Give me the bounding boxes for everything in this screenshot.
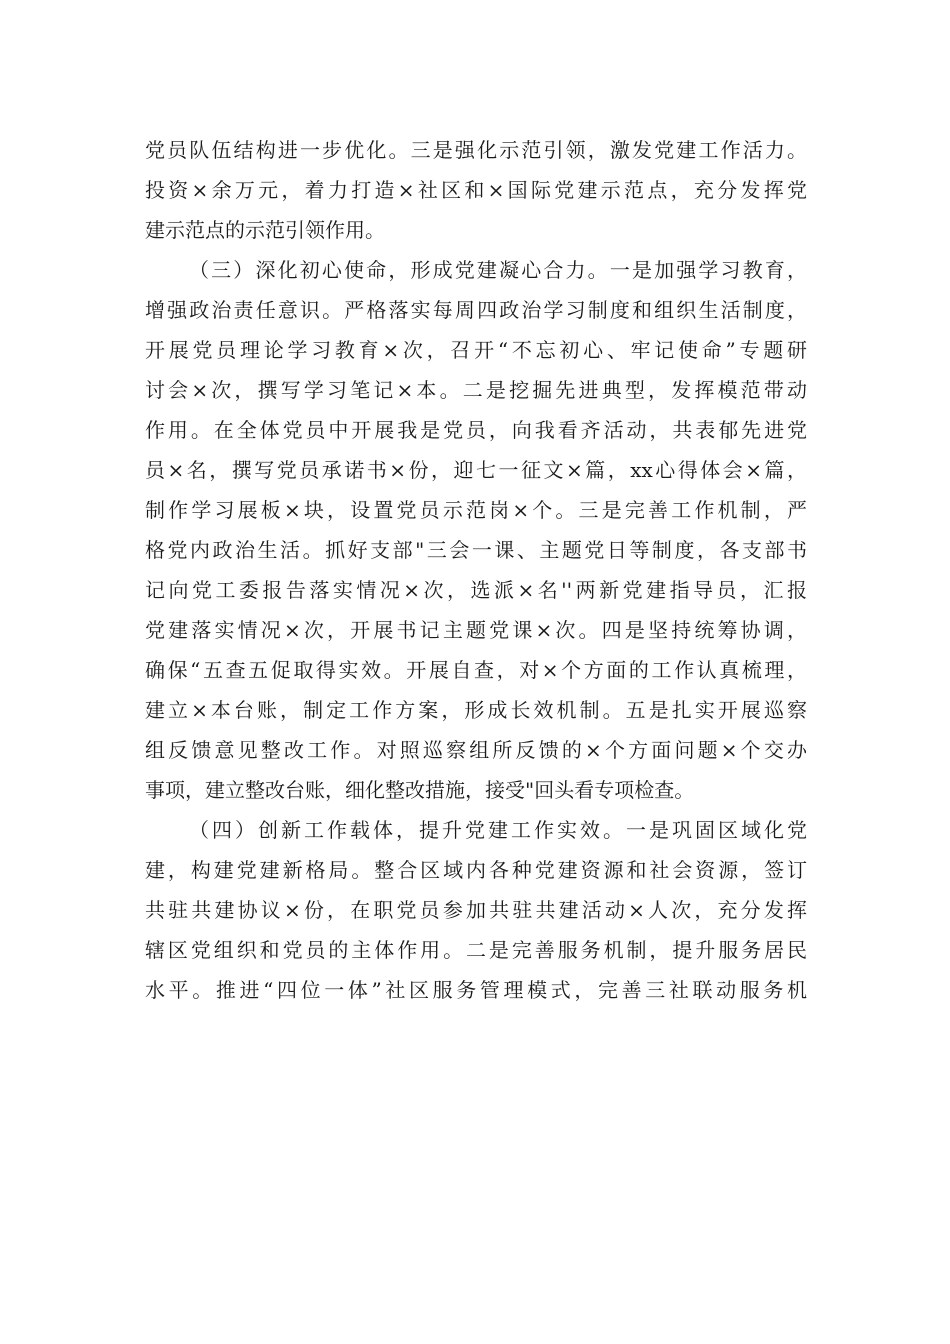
text-line: 建，构建党建新格局。整合区域内各种党建资源和社会资源，签订	[145, 858, 807, 882]
text-line: 建示范点的示范引领作用。	[145, 218, 385, 242]
text-line: 投资×余万元，着力打造×社区和×国际党建示范点，充分发挥党	[145, 178, 807, 202]
section-heading-line: （四）创新工作载体，提升党建工作实效。一是巩固区域化党	[189, 818, 807, 842]
text-line: 格党内政治生活。抓好支部"三会一课、主题党日等制度，各支部书	[145, 538, 807, 562]
text-line: 党员队伍结构进一步优化。三是强化示范引领，激发党建工作活力。	[145, 138, 807, 162]
text-line: 组反馈意见整改工作。对照巡察组所反馈的×个方面问题×个交办	[145, 738, 807, 762]
text-line: 记向党工委报告落实情况×次，选派×名''两新党建指导员，汇报	[145, 578, 807, 602]
text-line: 事项，建立整改台账，细化整改措施，接受"回头看专项检查。	[145, 778, 695, 802]
text-line: 辖区党组织和党员的主体作用。二是完善服务机制，提升服务居民	[145, 938, 807, 962]
text-line: 讨会×次，撰写学习笔记×本。二是挖掘先进典型，发挥模范带动	[145, 378, 807, 402]
text-line: 作用。在全体党员中开展我是党员，向我看齐活动，共表郁先进党	[145, 418, 807, 442]
text-line: 确保“五查五促取得实效。开展自查，对×个方面的工作认真梳理，	[145, 658, 807, 682]
text-line: 制作学习展板×块，设置党员示范岗×个。三是完善工作机制，严	[145, 498, 807, 522]
document-body	[145, 130, 807, 1010]
text-line: 水平。推进“四位一体”社区服务管理模式，完善三社联动服务机	[145, 978, 807, 1002]
text-line: 增强政治责任意识。严格落实每周四政治学习制度和组织生活制度，	[145, 298, 807, 322]
text-line: 共驻共建协议×份，在职党员参加共驻共建活动×人次，充分发挥	[145, 898, 807, 922]
text-line: 员×名，撰写党员承诺书×份，迎七一征文×篇，xx心得体会×篇，	[145, 458, 807, 482]
text-line: 党建落实情况×次，开展书记主题党课×次。四是坚持统筹协调，	[145, 618, 807, 642]
text-line: 开展党员理论学习教育×次，召开“不忘初心、牢记使命”专题研	[145, 338, 807, 362]
text-line: 建立×本台账，制定工作方案，形成长效机制。五是扎实开展巡察	[145, 698, 807, 722]
section-heading-line: （三）深化初心使命，形成党建凝心合力。一是加强学习教育，	[189, 258, 807, 282]
